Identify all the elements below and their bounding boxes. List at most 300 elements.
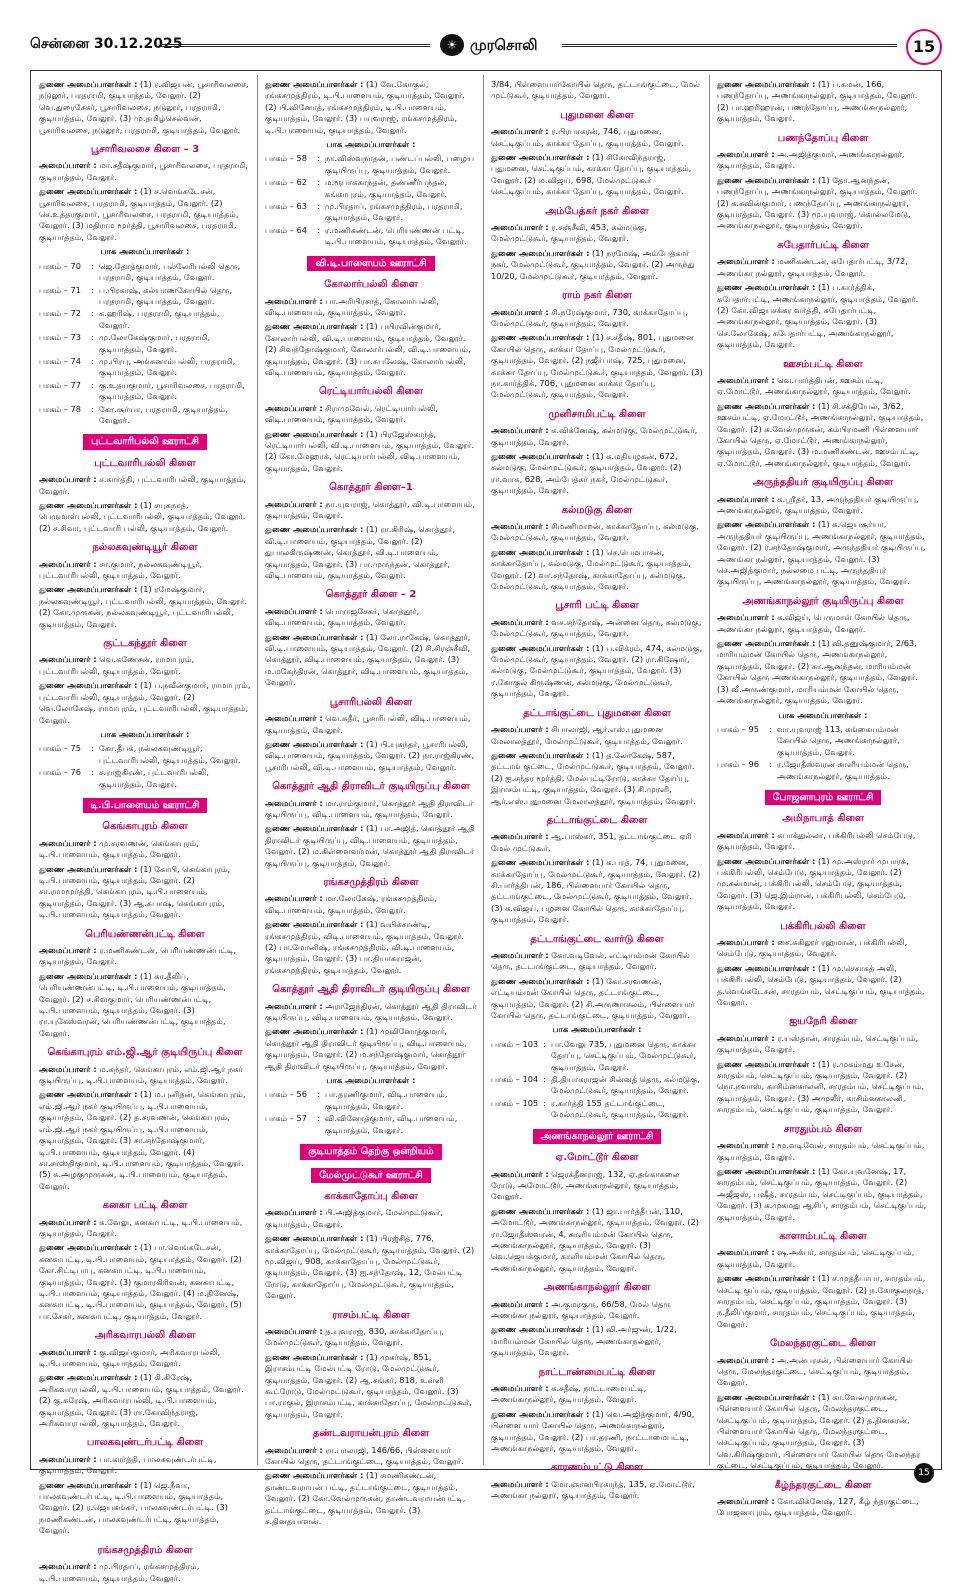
role-label: துணை அமைப்பாளர்கள் : bbox=[717, 282, 816, 293]
section-heading: ரெட்டியார்பல்லி கிளை bbox=[319, 386, 423, 398]
role-label: துணை அமைப்பாளர்கள் : bbox=[265, 79, 364, 89]
paragraph: துணை அமைப்பாளர்கள் : (1) ச.முத்தீபாபா, சாரதம்பம், செட்டி குப்பம், குடியாத்தம், வேலூர். (2) ந.கோகுலநாத், சாரதம்பம், செட்டிகுப்பம், குடியாத்தம், வேலூர். (3) ந.தீலிப்குமார், சாரதம்பம், செட்டிகுப்பம், குடியாத்தம், வேலூர். bbox=[717, 1273, 926, 1329]
role-label: அமைப்பாளர் : bbox=[491, 950, 549, 960]
paragraph: துணை அமைப்பாளர்கள் : (1) வி.அர்ஜுன், 1/22, மாரியம்மன் கோயில் தெரு, அணங்காநல்லூர், குடியாத்தம், வேலூர். bbox=[491, 1324, 677, 1358]
booth-row: பாகம் – 74 : மு.பிரபு, அங்கனாம்பல்லி, பரதராமி, குடியாத்தம், வேலூர். bbox=[39, 356, 251, 379]
role-label: அமைப்பாளர் : bbox=[39, 1216, 97, 1227]
role-label: துணை அமைப்பாளர்கள் : bbox=[265, 631, 364, 642]
section-heading: காக்காதோப்பு கிளை bbox=[324, 1190, 418, 1202]
paragraph: துணை அமைப்பாளர்கள் : (1) சயுகநாத், பெருமாள்பல்லி, புட்டவாரிபல்லி, குடியாத்தம், வேலூர். (2) ச.சிவா, புட்டவாரி பல்லி, குடியாத்தம், வேலூர். bbox=[39, 500, 246, 533]
paragraph: அமைப்பாளர் : வச.சந்தோஷ், அன்னை தெரு, கல்மடுகு, மேல்முட்டுகூர், குடியாத்தம், வேலூர். bbox=[491, 616, 702, 639]
booth-row: பாகம் – 76 : ச.ராஜ்கிரண், புட்டவாரிபல்லி, குடியாத்தம், வேலூர். bbox=[39, 767, 251, 790]
booth-number: பாகம் – 78 bbox=[39, 403, 81, 414]
booth-row: பாகம் – 57 : வி.வினோத்குமார், விடி.பாளையம், குடியாத்தம், வேலூர். bbox=[265, 1113, 477, 1136]
section-heading: பூசாரிபல்லி கிளை bbox=[329, 696, 413, 708]
role-label: அமைப்பாளர் : bbox=[265, 713, 323, 724]
role-label: அமைப்பாளர் : bbox=[39, 1453, 97, 1464]
paragraph: துணை அமைப்பாளர்கள் : (1) க.ஜெயசூர்யா, அருந்ததியர் குடியிருப்பு, அணங்காநல்லூர், குடியாத்தம், வேலூர். (2) ர.சந்தோஷ்குமார், அருந்ததியர் குடியிருப்பு, அணங்கா நல்லூர், குடியாத்தம், வேலூர். (3) செ.அஜித்குமார், நல்லமை பட்டி, அருந்ததியர் குடியிருப்பு, அணங்காநல்லூர், குடியாத்தம், வேலூர். bbox=[717, 519, 926, 587]
role-label: துணை அமைப்பாளர்கள் : bbox=[491, 247, 590, 258]
booth-text: வா.யுவராஜ் 113, கங்கையம்மன் கோயில் தெரு, அணங்காநல்லூர், குடியாத்தம், வேலூர். bbox=[777, 723, 900, 757]
paragraph: துணை அமைப்பாளர்கள் : (1) ர.விஜயன், பூசாரிவலசை, நடுலூர், பரதராமி, குடியாத்தம், வேலூர். (2) வெ.துரைசேகர், பூசாரிவலசை, நடுலூர், பரதராமி, குடியாத்தம், வேலூர். (3) மு.தமிழ்செல்வன், பூசாரிவலசை, நடுலூர், பரதராமி, குடியாத்தம், வேலூர். bbox=[39, 79, 249, 135]
role-label: துணை அமைப்பாளர்கள் : bbox=[39, 970, 138, 981]
role-label: துணை அமைப்பாளர்கள் : bbox=[491, 1408, 590, 1419]
role-label: துணை அமைப்பாளர்கள் : bbox=[717, 79, 816, 89]
paragraph: துணை அமைப்பாளர்கள் : (1) ச.சதீஷ், 801, புதுமனை கோயில் தெரு, காக்கா தோப்பு, மேல்முட்டுகூர், குடியாத்தம், வேலூர். (2) நஜீர்பாஷ், 725, புதுமனை, காக்கா தோப்பு, மேல்முட்டுகூர், குடியாத்தம், வேலூர். (3) நா.கார்த்திக், 706, புதுமனை காக்கா தோப்பு, மேல்முட்டுகூர், குடியாத்தம், வேலூர். bbox=[491, 332, 703, 400]
role-label: அமைப்பாளர் : bbox=[39, 945, 97, 955]
paragraph: அமைப்பாளர் : மா.ராம்குமார், கொத்தூர் ஆதி திராவிடர் குடியிருப்பு, விடி.பாளையம், குடியாத்தம், வேலூர். bbox=[265, 797, 474, 819]
paragraph: துணை அமைப்பாளர்கள் : (1) ரா.கிரிஷ், கொத்தூர், வி.டி.பாளையம், குடியாத்தம், வேலூர். (2) துபாலகிருஷ்ணன், கொத்தூர், வி.டி.பாளையம், குடியாத்தம், வேலூர். (3) பா.முருந்தன், கொத்தூர், விடி.பாளையம், குடியாத்தம், வேலூர். bbox=[265, 524, 456, 581]
section-heading: கெங்காபுரம் எம்.ஜி.ஆர் குடியிருப்பு கிளை bbox=[47, 1047, 243, 1059]
paragraph: துணை அமைப்பாளர்கள் : (1) கா.தீலிப், பெரியண்ணன்பட்டி, டி.பி.பாளையம், குடியாத்தம், வேலூர். (2) ச.சிவகுமார், பெரியண்ணன்பட்டி, டி.பி.பாளையம், குடியாத்தம், வேலூர். (3) ரா.யுகேஸ்வரன், பெரியண்ணன்பட்டி, குடியாத்தம், வேலூர். bbox=[39, 970, 226, 1038]
role-label: அமைப்பாளர் : bbox=[717, 1140, 775, 1151]
role-label: அமைப்பாளர் : bbox=[265, 295, 323, 306]
paragraph: துணை அமைப்பாளர்கள் : (1) வி.தனுஷ்குமார், 2/63, மாரியம்மன் கோயில் தெரு, அணங்காநல்லூர், குடியாத்தம், வேலூர். (2) கா.ஆனந்தன், மாரியம்மன் கோயில் தெரு அணங்காநல்லூர், குடியாத்தம், வேலூர். (3) வீ.அருண்குமார், மாரியம்மன் கோயில் தெரு, அணங்காநல்லூர், குடியாத்தம், வேலூர். bbox=[717, 638, 918, 706]
section-heading: மேலந்தரகுட்டை கிளை bbox=[770, 1338, 876, 1350]
paragraph: துணை அமைப்பாளர்கள் : (1) கி.கிரேஷ், அரிகவாரபல்லி, டி.பி.பாளையம், குடியாத்தம், வேலூர். (2) கு.சுரேஷ், அரிகவாரபல்லி, டி.பி.பாளையம், குடியாத்தம், வேலூர். (3) ரா.கோவிந்தராஜ், அரிகவாரபல்லி, குடியாத்தம், வேலூர். bbox=[39, 1372, 244, 1429]
paragraph: துணை அமைப்பாளர்கள் : (1) ஜெ.நீவா, பாலகவுண்டர்பட்டி, டி.பி.பாளையம், குடியாத்தம், வேலூர். (2) ர.ஜெயகங்கர், பாலகவுண்டர்பட்டி. (3) நமணிகண்டன், பாலகவுண்டர்பட்டி, குடியாத்தம், வேலூர். bbox=[39, 1479, 228, 1536]
role-label: துணை அமைப்பாளர்கள் : bbox=[491, 1324, 590, 1335]
role-label: அமைப்பாளர் : bbox=[265, 1207, 323, 1218]
section-heading: தட்டாங்குட்டை வார்டு கிளை bbox=[530, 933, 664, 945]
panchayat-banner: டி.பி.பாளையம் ஊராட்சி bbox=[83, 798, 208, 813]
role-label: அமைப்பாளர் : bbox=[717, 1032, 775, 1043]
role-label: அமைப்பாளர் : bbox=[491, 126, 549, 137]
booth-number: பாகம் – 103 bbox=[491, 1038, 539, 1049]
paragraph: அமைப்பாளர் : சா.குமார், நல்லகவுண்டியூர், புட்டவாரிபல்லி, குடியாத்தம், வேலூர். bbox=[39, 558, 203, 581]
role-label: துணை அமைப்பாளர்கள் : bbox=[39, 680, 138, 691]
role-label: துணை அமைப்பாளர்கள் : bbox=[491, 152, 590, 163]
paragraph: துணை அமைப்பாளர்கள் : (1) முகர்ஷ், 851, இராசம்பட்டி மேல்பட்டி ரோடு, மேல்முட்டுகூர், குடியாத்தம், வேலூர். (2) ஆ.சங்கர், 818, உள்ளி கூட்ரோடு, மேல்முட்டுகூர், குடியாத்தம், வேலூர். (3) பா.ராகுல், இராசம்பட்டி, காக்காதோப்பு, மேல்முட்டுகூர், குடியாத்தம், வேலூர். bbox=[265, 1351, 472, 1419]
paragraph: அமைப்பாளர் : க.சதீஷ், நாட்டாமைபட்டி, அணங்காநல்லூர், குடியாத்தம், வேலூர். bbox=[491, 1383, 647, 1405]
paragraph: துணை அமைப்பாளர்கள் : (1) க.மதியழகன், 672, கல்மடுகு, மேல்முட்டுகூர், குடியாத்தம், வேலூர். (2) ரா.வாசு, 628, அம்பேத்கர் நகர், மேல்முட்டுகூர், குடியாத்தம், வேலூர். bbox=[491, 450, 682, 496]
article-frame bbox=[30, 70, 942, 1583]
booth-list-title: பாக அமைப்பாளர்கள் : bbox=[326, 1075, 416, 1086]
paragraph: அமைப்பாளர் : வெ.சுதீர், பூசாரிபல்லி, விடி.பாளையம், குடியாத்தம், வேலூர். bbox=[265, 713, 471, 735]
paragraph: அமைப்பாளர் : சிமணிமாறன், காக்காதோப்பு, கல்மடுகு, மேல்முட்டுகூர், குடியாத்தம், வேலூர். bbox=[491, 521, 699, 543]
paragraph: அமைப்பாளர் : ஆ.பாஸ்கர், 351, தட்டாங்குட்டை ஏரி மேல் முட்டுகூர். bbox=[491, 831, 692, 853]
booth-row: பாகம் – 73 : மு.லோகேஷ்குமார், பரதராமி, குடியாத்தம், வேலூர். bbox=[39, 332, 251, 355]
booth-number: பாகம் – 64 bbox=[265, 224, 307, 235]
booth-row: பாகம் – 78 : கோ.சூர்யா, பரதராமி, குடியாத்தம், வேலூர். bbox=[39, 404, 251, 427]
role-label: அமைப்பாளர் : bbox=[717, 612, 775, 623]
role-label: அமைப்பாளர் : bbox=[265, 605, 323, 616]
role-label: துணை அமைப்பாளர்கள் : bbox=[491, 1205, 590, 1216]
role-label: துணை அமைப்பாளர்கள் : bbox=[39, 863, 138, 874]
column-1 bbox=[39, 79, 251, 1587]
paragraph: துணை அமைப்பாளர்கள் : (1) க.பரத், 74, புதுமனை, காக்காதோப்பு, மேல்முட்டுகூர், குடியாத்தம், வேலூர். (2) சி.பார்த்திபன், 186, பிள்ளையார் கோயில் தெரு, தட்டாங்குட்டை, மேல்முட்டுகூர், குடியாத்தம், வேலூர். (3) க.விஜய், பழனை கோயில் தெரு, காக்காதோப்பு, குடியாத்தம், வேலூர். bbox=[491, 857, 701, 925]
panchayat-banner: அணங்காநல்லூர் ஊராட்சி bbox=[533, 1129, 662, 1144]
booth-text: தி.தியாகராஜன் சின்னத் தெரு, கல்மடுகு, மேல்முட்டுகூர், குடியாத்தம், வேலூர். bbox=[551, 1074, 700, 1096]
paragraph: 3/84, பிள்ளையார்கோயில் தெரு, தட்டாங்குட்டை, மேல் முட்டுகூர், குடியாத்தம், வேலூர். bbox=[491, 79, 701, 101]
paragraph: துணை அமைப்பாளர்கள் : (1) ப.கமன், 166, பணந்தோப்பு, அணங்காநல்லூர், குடியாத்தம், வேலூர். (2) பா.ஹரிஹரன், பணந்தோப்பு, அணங்காநல்லூர், குடியாத்தம், வேலூர். bbox=[717, 79, 918, 124]
booth-row: பாகம் – 77 : கு.உதயகுமார், பூசாரிவலசை, பரதராமி, குடியாத்தம், வேலூர். bbox=[39, 380, 251, 403]
paragraph: துணை அமைப்பாளர்கள் : (1) பி.யுகந்தர், பூசாரிபல்லி, விடி.பாளையம், குடியாத்தம், வேலூர். (2) நா.ராஜ்கிரண், பூசாரிபல்லி, வி.டி.பாளையம், குடியாத்தம், வேலூர். bbox=[265, 738, 475, 772]
footer-page-number: 15 bbox=[914, 1463, 934, 1483]
section-heading: சாரதும்பம் கிளை bbox=[783, 1123, 863, 1135]
paragraph: துணை அமைப்பாளர்கள் : (1) ச.வெங்கடேசன், பூசாரிவலசை, பரதராமி, குடியாத்தம், வேலூர். (2) செ.உத்தரகுமார், பூசாரிவலசை, பரதராமி, குடியாத்தம், வேலூர். (3) மதிராம மூர்த்தி, பூசாரிவலசை, பரதராமி, குடியாத்தம், வேலூர். bbox=[39, 186, 239, 242]
section-heading: கொத்தூர் கிளை–1 bbox=[329, 482, 413, 494]
section-heading: முனிசாமிபட்டி கிளை bbox=[548, 408, 646, 420]
section-heading: ஏ.மோட்டூர் கிளை bbox=[555, 1152, 639, 1164]
booth-number: பாகம் – 71 bbox=[39, 284, 81, 295]
role-label: துணை அமைப்பாளர்கள் : bbox=[491, 749, 590, 760]
section-heading: ஐயநேரி கிளை bbox=[789, 1016, 857, 1028]
booth-list-title: பாக அமைப்பாளர்கள் : bbox=[100, 246, 190, 257]
role-label: துணை அமைப்பாளர்கள் : bbox=[265, 1026, 364, 1037]
booth-row: பாகம் – 72 : க.ஹரிஷ், பரதராமி, குடியாத்தம், வேலூர். bbox=[39, 308, 251, 331]
role-label: துணை அமைப்பாளர்கள் : bbox=[265, 738, 364, 749]
role-label: அமைப்பாளர் : bbox=[491, 1168, 549, 1179]
paragraph: அமைப்பாளர் : க.ஸ்ரீதர், 13, அருந்ததியர் குடியிருப்பு, அணங்காநல்லூர், குடியாத்தம், வேலூர். bbox=[717, 493, 919, 515]
booth-text: ப.பிரகாஷ், கல்யாணகோயில் தெரு, பரதராமி, குடியாத்தம், வேலூர். bbox=[99, 284, 233, 306]
paragraph: அமைப்பாளர் : ரா.பாலாஜி, 146/66, பிள்ளையார் கோயில் தெரு, தட்டாங்குட்டை, குடியாத்தம், வேலூர். bbox=[265, 1444, 464, 1467]
role-label: துணை அமைப்பாளர்கள் : bbox=[39, 1089, 138, 1100]
column-2 bbox=[265, 79, 477, 1530]
paragraph: துணை அமைப்பாளர்கள் : (1) முவினோத்குமார், கொத்தூர் ஆதி திராவிடர் குடியிருப்பு, விடி.பாளையம், குடியாத்தம், வேலூர். (2) ம.சந்தோஷ்குமார், கொத்தூர் ஆதி திராவிடர் குடியிருப்பு, குடியாத்தம், வேலூர். bbox=[265, 1026, 467, 1071]
section-heading: தண்டவராயன்புரம் கிளை bbox=[312, 1428, 430, 1440]
paragraph: அமைப்பாளர் : அராஜேந்திரன், கொத்தூர் ஆதி திராவிடர் குடியிருப்பு, விடி.பாளையம், குடியாத்தம், வேலூர். bbox=[265, 1000, 477, 1023]
paragraph: அமைப்பாளர் : ர.சஞ்சீவி, 453, கல்மடுகு, மேல்முட்டுகூர், குடியாத்தம், வேலூர். bbox=[491, 222, 648, 244]
paragraph: துணை அமைப்பாளர்கள் : (1) வே.கோகுல், ரங்கசமுத்திரம், டி.பி.பாளையம், குடியாத்தம், வேலூர். (2) பி.வினோத், ரங்கசமுத்திரம், டி.பி.பாளையம், குடியாத்தம், வேலூர். (3) பயுவராஜ், ரங்கசமுத்திரம், டி.பி.பாளையம், குடியாத்தம், வேலூர். bbox=[265, 79, 465, 135]
paragraph: துணை அமைப்பாளர்கள் : (1) ப.விக்ரம், 474, கல்மடுகு, மேல்முட்டுகூர், குடியாத்தம், வேலூர். (2) ரா.கிஷோர், கல்மடுகு, மேல்முட்டுகூர், குடியாத்தம், வேலூர். (3) ர.கோகுல் கிருஷ்ணன், கல்மடுகு, மேல்முட்டுகூர், குடியாத்தம், வேலூர். bbox=[491, 642, 703, 699]
role-label: அமைப்பாளர் : bbox=[717, 256, 775, 267]
section-heading: குட்டகந்தூர் கிளை bbox=[103, 638, 187, 650]
role-label: துணை அமைப்பாளர்கள் : bbox=[39, 1479, 138, 1490]
booth-text: ச.ராஜ்கிரண், புட்டவாரிபல்லி, குடியாத்தம், வேலூர். bbox=[99, 767, 209, 789]
paragraph: அமைப்பாளர் : சை.சுகிலூர் ரஹ்மான், பக்கிரிபல்லி, செம்பேடு, குடியாத்தம், வேலூர். bbox=[717, 937, 908, 959]
paragraph: அமைப்பாளர் : பொராஜசேகர், கொத்தூர், விடி.பாளையம், குடியாத்தம், வேலூர். bbox=[265, 605, 420, 628]
booth-number: பாகம் – 56 bbox=[265, 1089, 307, 1100]
role-label: அமைப்பாளர் : bbox=[39, 558, 97, 569]
section-heading: கொத்தூர் கிளை – 2 bbox=[325, 589, 417, 601]
role-label: துணை அமைப்பாளர்கள் : bbox=[265, 524, 364, 535]
paragraph: அமைப்பாளர் : மோ.ஞானபிரகாந்த், 135, ஏ.மோட்டூர், அணங்கா நல்லூர், குடியாத்தம், வேலூர். bbox=[491, 1478, 695, 1501]
booth-row: பாகம் – 62 : ம.ரூபாசுகாந்தன், தண்ணீர்பந்தல், கங்காபுரம், குடியாத்தம், வேலூர். bbox=[265, 177, 477, 200]
panchayat-banner: மேல்முட்டுகூர் ஊராட்சி bbox=[311, 1168, 431, 1183]
paragraph: அமைப்பாளர் : ஷ.அக்பர், சாரதம்பம், செட்டிகுப்பம், குடியாத்தம், வேலூர். bbox=[717, 1247, 915, 1269]
booth-row: பாகம் – 103 : பா.வேலு 735, புதுமனை தெரு, காக்கா தோப்பு, செட்டிகுப்பம், மேல்முட்டுகூர், குடியாத்தம், வேலூர். bbox=[491, 1039, 703, 1073]
role-label: அமைப்பாளர் : bbox=[39, 837, 97, 848]
paragraph: துணை அமைப்பாளர்கள் : (1) ம.புனிதன், கெங்காபுரம், எம்.ஜி.ஆர் நகர் குடியிருப்பு, டி.பி.பாளையம், குடியாத்தம், வேலூர். (2) த.சரவணன், கெங்காபுரம், எம்.ஜி.ஆர் நகர் குடியிருப்பு, டி.பி.பாளையம், குடியாத்தம், வேலூர். (3) சா.சந்தோஷ்குமார், டி.பி.பாளையம், குடியாத்தம், வேலூர். (4) சா.சாஸ்திகுமார், டி.பி.பாளையம், குடியாத்தம், வேலூர். (5) சு.அழகுமுருகன், டி.பி.பாளையம், குடியாத்தம், வேலூர். bbox=[39, 1089, 246, 1191]
role-label: அமைப்பாளர் : bbox=[491, 521, 549, 531]
paragraph: துணை அமைப்பாளர்கள் : (1) கோபி, கெங்காபுரம், டி.பி.பாளையம், குடியாத்தம், வேலூர். (2) சா.ராமமூர்த்தி, கெங்காபுரம், டி.பி.பாளையம், குடியாத்தம், வேலூர். (3) ஆ.சுபாஷ், கெங்காபுரம், டி.பி.பாளையம், குடியாத்தம், வேலூர். bbox=[39, 863, 231, 920]
paragraph: துணை அமைப்பாளர்கள் : (1) சமணிகண்டன், தாண்டவராயன் பட்டி, தட்டாங்குட்டை, குடியாத்தம், வேலூர். (2) கோ.வேல்முருகன், தாண்டவராயன்பட்டி, தட்டாங்குட்டை, குடியாத்தம், வேலூர். (3) ச.தினதயாளன். bbox=[265, 1470, 466, 1527]
booth-row: பாகம் – 95 : வா.யுவராஜ் 113, கங்கையம்மன் கோயில் தெரு, அணங்காநல்லூர், குடியாத்தம், வேலூர். bbox=[717, 724, 929, 758]
role-label: துணை அமைப்பாளர்கள் : bbox=[39, 1372, 138, 1383]
role-label: அமைப்பாளர் : bbox=[265, 498, 323, 509]
section-heading: அருந்ததியர் குடியிருப்பு கிளை bbox=[752, 477, 894, 489]
paragraph: அமைப்பாளர் : சிராமுவேல், ரெட்டியார்பல்லி, விடி.பாளையம், குடியாத்தம், வேலூர். bbox=[265, 402, 439, 425]
role-label: துணை அமைப்பாளர்கள் : bbox=[717, 519, 816, 530]
role-label: துணை அமைப்பாளர்கள் : bbox=[265, 823, 364, 834]
role-label: அமைப்பாளர் : bbox=[491, 425, 549, 436]
booth-number: பாகம் – 77 bbox=[39, 379, 81, 390]
paragraph: அமைப்பாளர் : ர.யஸ்தான், சாரதம்பம், செட்டிகுப்பம், குடியாத்தம், வேலூர். bbox=[717, 1032, 919, 1055]
booth-number: பாகம் – 95 bbox=[717, 723, 759, 734]
paragraph: துணை அமைப்பாளர்கள் : (1) சி.சக்தியேல், 3/62, ஊசம்பட்டி, ஏ.மோட்டூர், அணங்காநல்லூர், குடியாத்தம், வேலூர். (2) க.வேல்முருகன், கம்பிரமணி பிள்ளையார் கோயில் தெரு, ஏ.மோட்டூர், அணங்காநல்லூர், குடியாத்தம், வேலூர். (3) ம.மணிகண்டன், ஊசம்பட்டி, ஏ.மோட்டூர், அணங்காநல்லூர், குடியாத்தம், வேலூர். bbox=[717, 400, 924, 468]
section-heading: கொத்தூர் ஆதி திராவிடர் குடியிருப்பு கிளை bbox=[272, 781, 470, 793]
role-label: துணை அமைப்பாளர்கள் : bbox=[265, 1233, 364, 1244]
role-label: அமைப்பாளர் : bbox=[491, 1298, 549, 1309]
section-heading: ஊசம்பட்டி கிளை bbox=[783, 358, 863, 370]
section-heading: ரங்கசமுத்திரம் கிளை bbox=[323, 876, 419, 888]
booth-number: பாகம் – 62 bbox=[265, 177, 307, 188]
section-heading: நாட்டாண்மைபட்டி கிளை bbox=[538, 1366, 656, 1378]
role-label: துணை அமைப்பாளர்கள் : bbox=[717, 962, 816, 973]
role-label: துணை அமைப்பாளர்கள் : bbox=[491, 450, 590, 461]
booth-row: பாகம் – 70 : ஜெ.தோத்குமார், பல்லேரிபல்லி தெரு, பரதராமி, குடியாத்தம், வேலூர். bbox=[39, 261, 251, 284]
role-label: அமைப்பாளர் : bbox=[491, 222, 549, 233]
section-heading: தட்டாங்குட்டை கிளை bbox=[546, 814, 648, 826]
section-heading: கொத்தூர் ஆதி திராவிடர் குடியிருப்பு கிளை bbox=[272, 984, 470, 996]
column-divider bbox=[257, 75, 258, 1465]
paragraph: துணை அமைப்பாளர்கள் : (1) ரமேஷ்குமார், நல்லகவுண்டியூர், புட்டவாரிபல்லி, குடியாத்தம், வேலூர். (2) கோ.முருகன், நல்லகவுண்டியூர், புட்டவாரிபல்லி, குடியாத்தம், வேலூர். bbox=[39, 584, 248, 629]
paragraph: துணை அமைப்பாளர்கள் : (1) ப.கார்த்திக், சுபேதார்பட்டி, அணங்காநல்லூர், குடியாத்தம், வேலூர். (2) கோ.விஜயசக்கர வர்த்தி, சுபேதார்பட்டி, அணங்காநல்லூர், குடியாத்தம், வேலூர். (3) செ.லோகேஷ், சுபேதார்பட்டி, அணங்காநல்லூர், குடியாத்தம், வேலூர். bbox=[717, 282, 919, 350]
paragraph: துணை அமைப்பாளர்கள் : (1) ர.முகம்மது உசேன், சாரதம்பம், செட்டிகுப்பம், குடியாத்தம், வேலூர். (2) நொ.நவாஸ், காசிம்னகாலனி, சாரதம்பம், செட்டிகுப்பம், குடியாத்தம், வேலூர். (3) அமுலீர், காசிம்னகாலனி, சாரதம்பம், செட்டிகுப்பம், குடியாத்தம், வேலூர். bbox=[717, 1058, 925, 1115]
role-label: துணை அமைப்பாளர்கள் : bbox=[39, 1242, 138, 1253]
role-label: அமைப்பாளர் : bbox=[717, 1247, 775, 1258]
column-divider bbox=[709, 75, 710, 1465]
role-label: அமைப்பாளர் : bbox=[491, 1383, 549, 1393]
paragraph: அமைப்பாளர் : கோ.விக்னேஷ், 127, கீழ் ந்தரகுட்டை, போஜனாபுரம், குடியாத்தம், வேலூர். bbox=[717, 1496, 919, 1518]
booth-text: கோ.தீபக், நல்லகவுண்டியூர், புட்டவாரிபல்லி, குடியாத்தம், வேலூர். bbox=[99, 743, 241, 765]
role-label: அமைப்பாளர் : bbox=[491, 1478, 549, 1489]
paragraph: அமைப்பாளர் : மா.சதீஷ்குமார், பூசாரிவலசை, பரதராமி, குடியாத்தம், வேலூர். bbox=[39, 160, 248, 182]
booth-text: வி.வினோத்குமார், விடி.பாளையம், குடியாத்தம், வேலூர். bbox=[325, 1113, 458, 1135]
paragraph: துணை அமைப்பாளர்கள் : (1) வெ.அஜித்குமார், 4/90, பிள்ளை யார் கோயில் தெரு, அணங்காநல்லூர், குடியாத்தம், வேலூர். (2) பா.தரணி, நாட்டாமைபட்டி, அணங்காநல்லூர், குடியாத்தம், வேலூர். bbox=[491, 1408, 695, 1454]
section-heading: ராசம்பட்டி கிளை bbox=[332, 1309, 410, 1321]
role-label: அமைப்பாளர் : bbox=[717, 1354, 775, 1365]
role-label: அமைப்பாளர் : bbox=[717, 374, 775, 385]
booth-text: கோ.சூர்யா, பரதராமி, குடியாத்தம், வேலூர். bbox=[99, 403, 228, 425]
booth-row: பாகம் – 105 : ர.கார்த்தி 155 தட்டாங்குட்டை, மேல்முட்டுகூர், குடியாத்தம், வேலூர். bbox=[491, 1098, 703, 1121]
paragraph: துணை அமைப்பாளர்கள் : (1) பிரஜேஸ்காந்த், ரெட்டியார்பல்லி, வி.டி.பாளையம், குடியாத்தம், வேலூர். (2) கோ.மேஹாக், ரெட்டியார்பல்லி, விடி.பாளையம், குடியாத்தம், வேலூர். bbox=[265, 428, 475, 473]
booth-text: பா.தரணிகுமார், விடி.பாளையம், குடியாத்தம், வேலூர். bbox=[325, 1089, 448, 1111]
booth-text: ர.மணிகண்டன், பெரியண்ணன் பட்டி, டி.பி.பாளையம், குடியாத்தம், வேலூர். bbox=[325, 224, 467, 247]
booth-row: பாகம் – 104 : தி.தியாகராஜன் சின்னத் தெரு, கல்மடுகு, மேல்முட்டுகூர், குடியாத்தம், வேலூர். bbox=[491, 1074, 703, 1097]
section-heading: காளாம்பட்டி கிளை bbox=[779, 1230, 867, 1242]
section-heading: அமிநாபாத் கிளை bbox=[782, 813, 864, 825]
section-heading: கோலார்பல்லி கிளை bbox=[324, 279, 418, 291]
paragraph: அமைப்பாளர் : மூ.வடிவேல், சாரதம்பம், செட்டிகுப்பம், குடியாத்தம், வேலூர். bbox=[717, 1140, 925, 1162]
column-3 bbox=[491, 79, 703, 1505]
role-label: துணை அமைப்பாளர்கள் : bbox=[717, 400, 816, 411]
rising-sun-icon: ☀ bbox=[440, 34, 464, 56]
role-label: துணை அமைப்பாளர்கள் : bbox=[265, 1351, 364, 1362]
booth-row: பாகம் – 56 : பா.தரணிகுமார், விடி.பாளையம், குடியாத்தம், வேலூர். bbox=[265, 1089, 477, 1112]
paragraph: துணை அமைப்பாளர்கள் : (1) ஜா.பார்த்தீபன், 110, அமோட்டூர், அணங்காநல்லூர், குடியாத்தம், வேலூர். (2) ரா.ஜோதீஸ்வரன், 4, காளியம்மன் கோயில் தெரு, அணங்காநல்லூர், குடியாத்தம், வேலூர். (3) வெ.ஜெயக்குமார், காளியம்மன் கோயில் தெரு, அணங்காநல்லூர், குடியாத்தம், வேலூர். bbox=[491, 1205, 700, 1273]
booth-text: ம.ரூபாசுகாந்தன், தண்ணீர்பந்தல், கங்காபுரம், குடியாத்தம், வேலூர். bbox=[325, 177, 448, 199]
section-heading: பூசாரி பட்டி கிளை bbox=[555, 600, 639, 612]
role-label: அமைப்பாளர் : bbox=[265, 1000, 323, 1011]
role-label: துணை அமைப்பாளர்கள் : bbox=[265, 919, 364, 930]
role-label: துணை அமைப்பாளர்கள் : bbox=[265, 428, 364, 439]
section-heading: அம்பேத்கர் நகர் கிளை bbox=[545, 205, 649, 217]
booth-number: பாகம் – 58 bbox=[265, 153, 307, 164]
page-header bbox=[0, 0, 972, 60]
paragraph: அமைப்பாளர் : ர.பிரபாகரன், 746, புதுமனை, செட்டிகுப்பம், காக்கா தோப்பு, குடியாத்தம், வேலூர். bbox=[491, 126, 684, 148]
paragraph: துணை அமைப்பாளர்கள் : (1) லோ.ராகேஷ், கொத்தூர், வி.டி.பாளையம், குடியாத்தம், வேலூர். (2) சி.சிரஞ்சீவி, கொத்தூர், விடி.பாளையம், குடியாத்தம், வேலூர். (3) ம.மகேந்திரன், கொத்தூர், விடி.பாளையம், குடியாத்தம், வேலூர். bbox=[265, 631, 471, 688]
section-heading: சுபேதார்பட்டி கிளை bbox=[777, 239, 869, 251]
paragraph: துணை அமைப்பாளர்கள் : (1) கா.வேல்முருகன், பிள்ளையார் கோயில் தெரு, மேலந்தரகுட்டை, செட்டிகுப்பம், குடியாத்தம், வேலூர். (2) த.தினகரன், பிள்ளையார் கோயில் தெரு, மேலந்தரகுட்டை, செட்டிகுப்பம், குடியாத்தம், வேலூர். (3) வெ.கிரிஷ்குமார், பிள்ளையார் கோயில் தெரு மேலந்தர குட்டை, செட்டிகுப்பம், குடியாத்தம், வேலூர். bbox=[717, 1391, 921, 1471]
section-heading: தட்டாங்குட்டை புதுமனை கிளை bbox=[523, 707, 671, 719]
booth-row: பாகம் – 63 : மு.பிரதாப், ரங்கசமுத்திரம், பரதராமி, குடியாத்தம், வேலூர். bbox=[265, 201, 477, 224]
paragraph: துணை அமைப்பாளர்கள் : (1) நரமேஷ், அம்பேத்கார் நகர், மேல்முட்டுகூர், குடியாத்தம், வேலூர். (2) அருந்து 10/20, மேல்முட்டுகூர், குடியாத்தம், வேலூர். bbox=[491, 247, 695, 281]
booth-text: மு.பிரபு, அங்கனாம்பல்லி, பரதராமி, குடியாத்தம், வேலூர். bbox=[99, 355, 236, 378]
paragraph: துணை அமைப்பாளர்கள் : (1) மு.அஸ்ரார் முபாரக், பக்கிரிபல்லி, செம்பேடு, குடியாத்தம், வேலூர். (2) மு.சுல்மான், பக்கிரிபல்லி, செம்பேடு, குடியாத்தம், வேலூர். (3) ஜெ.இம்ரான், பக்கிரிபல்லி, செம்பேடு, குடியாத்தம், வேலூர். bbox=[717, 855, 909, 912]
section-heading: அணங்காநல்லூர் குடியிருப்பு கிளை bbox=[742, 595, 904, 607]
paragraph: துணை அமைப்பாளர்கள் : (1) கோ.யுவனேஷ், 17, சாரதம்பம், செட்டிகுப்பம், குடியாத்தம், வேலூர். (2) அஜீஜஸ், பஷீத், சாரதம்பம், செட்டிகுப்பம், குடியாத்தம், வேலூர். (3) க.முகமது ஆசிப், சாரதம்பம், செட்டிகுப்பம், குடியாத்தம், வேலூர். bbox=[717, 1165, 927, 1222]
booth-text: ர.கார்த்தி 155 தட்டாங்குட்டை, மேல்முட்டுகூர், குடியாத்தம், வேலூர். bbox=[551, 1097, 689, 1120]
booth-text: ஜெ.தோத்குமார், பல்லேரிபல்லி தெரு, பரதராமி, குடியாத்தம், வேலூர். bbox=[99, 260, 241, 283]
role-label: அமைப்பாளர் : bbox=[265, 1325, 323, 1336]
role-label: அமைப்பாளர் : bbox=[491, 306, 549, 317]
booth-text: மு.பிரதாப், ரங்கசமுத்திரம், பரதராமி, குடியாத்தம், வேலூர். bbox=[325, 201, 463, 223]
role-label: அமைப்பாளர் : bbox=[717, 1496, 775, 1507]
role-label: அமைப்பாளர் : bbox=[265, 402, 323, 413]
section-heading: ராம் நகர் கிளை bbox=[561, 290, 633, 302]
panchayat-banner: புட்டவாரிபல்லி ஊராட்சி bbox=[83, 434, 207, 449]
section-heading: கல்மடுகு கிளை bbox=[561, 504, 633, 516]
role-label: அமைப்பாளர் : bbox=[491, 831, 549, 842]
role-label: துணை அமைப்பாளர்கள் : bbox=[717, 855, 816, 866]
union-banner: குடியாத்தம் தெற்கு ஒன்றியம் bbox=[300, 1144, 441, 1159]
section-heading: பக்கிரிபல்லி கிளை bbox=[780, 920, 866, 932]
booth-number: பாகம் – 105 bbox=[491, 1097, 539, 1108]
section-heading: அரிகவாரபல்லி கிளை bbox=[94, 1330, 196, 1342]
role-label: அமைப்பாளர் : bbox=[39, 1346, 97, 1357]
booth-row: பாகம் – 71 : ப.பிரகாஷ், கல்யாணகோயில் தெரு, பரதராமி, குடியாத்தம், வேலூர். bbox=[39, 285, 251, 308]
paragraph: அமைப்பாளர் : பா.அரிபிரசாத், கோலார்பல்லி, விடி.பாளையம், குடியாத்தம், வேலூர். bbox=[265, 295, 439, 317]
section-heading: புதுமனை கிளை bbox=[560, 109, 634, 121]
role-label: துணை அமைப்பாளர்கள் : bbox=[39, 186, 138, 197]
section-heading: கெங்காபுரம் கிளை bbox=[102, 821, 188, 833]
role-label: அமைப்பாளர் : bbox=[491, 724, 549, 735]
role-label: துணை அமைப்பாளர்கள் : bbox=[39, 79, 138, 89]
section-heading: பணந்தோப்பு கிளை bbox=[777, 132, 869, 144]
paragraph: துணை அமைப்பாளர்கள் : (1) த.லோகேஷ், 587, தட்டாங் குட்டை, மேல்முட்டுகூர், குடியாத்தம், வேலூர். (2) ஐ.சந்தர மூர்த்தி, மேல்பட்டிரோடு, காக்கா தோப்பு, இராசம்பட்டி, குடியாத்தம், வேலூர். (3) சி.முரளி, ஆர்.எஸ்.புதுமனை மேலாலத்தூர், குடியாத்தம், வேலூர். bbox=[491, 749, 696, 806]
booth-list-title: பாக அமைப்பாளர்கள் : bbox=[552, 1024, 642, 1035]
paragraph: துணை அமைப்பாளர்கள் : (1) பா.அஜித், கொத்தூர் ஆதி திராவிடர் குடியிருப்பு, விடி.பாளையம், குடியாத்தம், வேலூர். (2) ம.கிள்ளைவர்மன், கொத்தூர் ஆதி திராவிடர் குடியிருப்பு, குடியாத்தம், வேலூர். bbox=[265, 823, 475, 868]
role-label: அமைப்பாளர் : bbox=[39, 1561, 97, 1572]
paragraph: அமைப்பாளர் : க.விக்னேஷ், கல்மடுகு, மேல்முட்டுகூர், குடியாத்தம், வேலூர். bbox=[491, 425, 698, 447]
role-label: துணை அமைப்பாளர்கள் : bbox=[491, 642, 590, 653]
paragraph: அமைப்பாளர் : வெ.கணேசன், ராமாபுரம், புட்டவாரிபல்லி, குடியாத்தம், வேலூர். bbox=[39, 654, 195, 676]
paragraph: அமைப்பாளர் : ர.மணிகண்டன், பெரியண்ணன்பட்டி, குடியாத்தம், வேலூர். bbox=[39, 945, 237, 967]
role-label: அமைப்பாளர் : bbox=[265, 1444, 323, 1455]
booth-row: பாகம் – 58 : நா.விஸ்வநாதன், பண்டப்பல்லி, பழைய குடியிருப்பு, குடியாத்தம், வேலூர். bbox=[265, 153, 477, 176]
role-label: துணை அமைப்பாளர்கள் : bbox=[491, 546, 590, 557]
role-label: துணை அமைப்பாளர்கள் : bbox=[39, 500, 138, 510]
paragraph: அமைப்பாளர் : அ.குமரகுரு, 66/58, மேல் தெரு அணங்கா நல்லூர், குடியாத்தம், வேலூர். bbox=[491, 1298, 671, 1320]
paragraph: அமைப்பாளர் : கு.விஜய்குமார், அரிகவாரபல்லி, டி.பி.பாளையம், குடியாத்தம், வேலூர். bbox=[39, 1346, 221, 1368]
booth-number: பாகம் – 96 bbox=[717, 759, 759, 770]
paragraph: அமைப்பாளர் : நா.யுவராஜ், கொத்தூர், வி.டி.பாளையம், குடியாத்தம், வேலூர். bbox=[265, 498, 475, 520]
section-heading: அணங்காநல்லூர் கிளை bbox=[543, 1282, 651, 1294]
booth-text: பா.வேலு 735, புதுமனை தெரு, காக்கா தோப்பு, செட்டிகுப்பம், மேல்முட்டுகூர், குடியாத்தம், வேலூர். bbox=[551, 1038, 697, 1072]
booth-number: பாகம் – 72 bbox=[39, 308, 81, 319]
column-divider bbox=[483, 75, 484, 1465]
header-rule-right bbox=[562, 44, 897, 47]
paragraph: அமைப்பாளர் : மு.சரவணன், கெங்காபுரம், டி.பி.பாளையம், குடியாத்தம், வேலூர். bbox=[39, 837, 199, 860]
paragraph: துணை அமைப்பாளர்கள் : (1) செ.பெமபாசன், காக்காதோப்பு, கல்மடுகு, மேல்முட்டுகூர், குடியாத்தம், வேலூர். (2) வா.சந்தோஷ், காக்காதோப்பு, கல்மடுகு, மேல்முட்டுகூர், குடியாத்தம், வேலூர். bbox=[491, 546, 692, 592]
paragraph: அமைப்பாளர் : கோ.வடிவேல், எட்டியம்மன் கோயில் தெரு, தட்டாங்குட்டை, குடியாத்தம், வேலூர். bbox=[491, 950, 690, 972]
booth-number: பாகம் – 57 bbox=[265, 1113, 307, 1124]
panchayat-banner: போஜனாபுரம் ஊராட்சி bbox=[765, 790, 882, 805]
paragraph: அமைப்பாளர் : மு.பிரதாப், ரங்கசமுத்திரம், டி.பி.பாளையம், குடியாத்தம், வேலூர். bbox=[39, 1561, 200, 1583]
booth-number: பாகம் – 70 bbox=[39, 260, 81, 271]
booth-list-title: பாக அமைப்பாளர்கள் : bbox=[100, 728, 190, 739]
role-label: துணை அமைப்பாளர்கள் : bbox=[265, 1470, 364, 1481]
role-label: துணை அமைப்பாளர்கள் : bbox=[717, 638, 816, 649]
role-label: துணை அமைப்பாளர்கள் : bbox=[491, 332, 590, 343]
paragraph: துணை அமைப்பாளர்கள் : (1) கோ.சரவணன், எட்டியம்மன் கோயில் தெரு, தட்டாங்குட்டை, குடியாத்தம், வேலூர். (2) சி.அருணாசலம், பிள்ளையார் கோயில் தெரு, தட்டாங்குட்டை, குடியாத்தம், வேலூர். bbox=[491, 975, 695, 1021]
booth-row: பாகம் – 96 : ர.ஜோதீஸ்வரன் காளியம்மன் தெரு, அணங்காநல்லூர், குடியாத்தம். bbox=[717, 759, 929, 782]
role-label: அமைப்பாளர் : bbox=[265, 797, 323, 808]
booth-text: ர.ஜோதீஸ்வரன் காளியம்மன் தெரு, அணங்காநல்லூர், குடியாத்தம். bbox=[777, 759, 909, 781]
booth-row: பாகம் – 75 : கோ.தீபக், நல்லகவுண்டியூர், புட்டவாரிபல்லி, குடியாத்தம், வேலூர். bbox=[39, 743, 251, 766]
newspaper-name: முரசொலி bbox=[470, 36, 538, 54]
role-label: துணை அமைப்பாளர்கள் : bbox=[717, 1391, 816, 1402]
role-label: துணை அமைப்பாளர்கள் : bbox=[491, 857, 590, 868]
paragraph: அமைப்பாளர் : சிபாலாஜி, ஆர்.எஸ்.புதுமனை மேலாலத்தூர், மேல்முட்டுகூர், குடியாத்தம், வேலூர். bbox=[491, 724, 683, 746]
panchayat-banner: வி.டி.பாளையம் ஊராட்சி bbox=[307, 256, 434, 271]
paragraph: அமைப்பாளர் : மணிகண்டன், சுபேதார்பட்டி, 3/72, அணங்கா நல்லூர், குடியாத்தம், வேலூர். bbox=[717, 256, 908, 278]
role-label: அமைப்பாளர் : bbox=[39, 1063, 97, 1074]
role-label: அமைப்பாளர் : bbox=[717, 829, 775, 840]
paragraph: அமைப்பாளர் : மா.லோகேஷ், ரங்கசமுத்திரம், விடி.பாளையம், குடியாத்தம், வேலூர். bbox=[265, 893, 437, 915]
paragraph: அமைப்பாளர் : சுபாக்துல்லா, பக்கிரிபல்லி செம்பேடு, குடியாத்தம், வேலூர். bbox=[717, 829, 916, 852]
role-label: துணை அமைப்பாளர்கள் : bbox=[265, 321, 364, 332]
booth-number: பாகம் – 73 bbox=[39, 332, 81, 343]
role-label: அமைப்பாளர் : bbox=[491, 616, 549, 627]
role-label: அமைப்பாளர் : bbox=[265, 893, 323, 904]
role-label: அமைப்பாளர் : bbox=[39, 474, 97, 485]
paragraph: அமைப்பாளர் : ம.சுந்தர், கெங்காபுரம், எம்.ஜி.ஆர் நகர் குடியிருப்பு, டி.பி.பாளையம், குடியாத்தம், வேலூர். bbox=[39, 1063, 243, 1086]
page-number-badge: 15 bbox=[906, 29, 942, 65]
role-label: துணை அமைப்பாளர்கள் : bbox=[717, 1273, 816, 1284]
section-heading: ரங்கசமுத்திரம் கிளை bbox=[97, 1544, 193, 1556]
section-heading: கனகா பட்டி கிளை bbox=[102, 1200, 188, 1212]
section-heading: பூசாரிவலசை கிளை – 3 bbox=[90, 144, 200, 156]
booth-number: பாகம் – 74 bbox=[39, 355, 81, 366]
paragraph: துணை அமைப்பாளர்கள் : (1) வயிக்சாண்டி, ரங்கசமுத்திரம், விடி.பாளையம், குடியாத்தம், வேலூர். (2) பா.மோனிஷ், ரங்கசமுத்திரம், வி.டி.பாளையம், குடியாத்தம், வேலூர். (3) பா.தியாகராஜன், ரங்கசமுத்திரம், குடியாத்தம், வேலூர். bbox=[265, 919, 465, 975]
booth-list-title: பாக அமைப்பாளர்கள் : bbox=[326, 139, 416, 150]
booth-text: நா.விஸ்வநாதன், பண்டப்பல்லி, பழைய குடியிருப்பு, குடியாத்தம், வேலூர். bbox=[325, 153, 475, 175]
paragraph: அமைப்பாளர் : அ.அன்பரசன், பிள்ளையார் கோயில் தெரு, மேலந்தரகுட்டை, செட்டிகுப்பம், குடியாத்தம், வேலூர். bbox=[717, 1354, 913, 1388]
paragraph: துணை அமைப்பாளர்கள் : (1) பிரஜ்சித், 776, காக்காதோப்பு, மேல்முட்டுகூர், குடியாத்தம், வேலூர். (2) மூ.விஜய், 908, காக்காதோப்பு, மேல்முட்டுகூர், குடியாத்தம், வேலூர். (3) ஐ.சந்தோஷ், 12, மேல்பட்டி ரோடு, காக்காதோப்பு, மேல்முட்டுகூர், குடியாத்தம், வேலூர். bbox=[265, 1233, 475, 1301]
paragraph: அமைப்பாளர் : க.வேலு, கனகாபட்டி, டி.பி.பாளையம், குடியாத்தம், வேலூர். bbox=[39, 1216, 243, 1238]
header-rule-left bbox=[160, 44, 430, 47]
paragraph: துணை அமைப்பாளர்கள் : (1) சிகோவிந்தராஜ், புதுமனை, செட்டிகுப்பம், காக்கா தோப்பு, குடியாத்தம், வேலூர். (2) ம.விஜய், 698, மேல்முட்டுகூர் செட்டிகுப்பம், காக்கா தோப்பு, குடியாத்தம், வேலூர். bbox=[491, 152, 692, 197]
paragraph: துணை அமைப்பாளர்கள் : (1) மு.செசாகத் அலி, பக்கிரிபல்லி, செம்பேடு, குடியாத்தம், வேலூர். (2) த.வெங்கடேசன், சாரதம்பம், செட்டிகுப்பம், குடியாத்தம், வேலூர். bbox=[717, 962, 925, 1008]
paragraph: அமைப்பாளர் : ச.கார்த்தி, புட்டவாரிபல்லி, குடியாத்தம், வேலூர். bbox=[39, 474, 246, 496]
role-label: துணை அமைப்பாளர்கள் : bbox=[717, 1165, 816, 1176]
role-label: அமைப்பாளர் : bbox=[717, 493, 775, 504]
booth-number: பாகம் – 75 bbox=[39, 743, 81, 754]
paragraph: அமைப்பாளர் : சி.நரேஷ்குமார், 730, காக்காதோப்பு, மேல்முட்டுகூர், குடியாத்தம், வேலூர். bbox=[491, 306, 688, 328]
column-4 bbox=[717, 79, 929, 1522]
role-label: துணை அமைப்பாளர்கள் : bbox=[491, 975, 590, 986]
section-heading: நல்லகவுண்டியூர் கிளை bbox=[92, 542, 198, 554]
paragraph: துணை அமைப்பாளர்கள் : (1) தோ.ஆனந்தன், பணந்தோப்பு, அணங்காநல்லூர், குடியாத்தம், வேலூர். (2) க.கவின்குமார், பணந்தோப்பு, அணங்காநல்லூர், குடியாத்தம், வேலூர். (3) மூ.யுவராஜ், கொல்லமேடு, அணங்காநல்லூர், குடியாத்தம், வேலூர். bbox=[717, 174, 918, 231]
paragraph: அமைப்பாளர் : க.விஜய், பெருமாள் கோயில் தெரு, அணங்கா நல்லூர், குடியாத்தம், வேலூர். bbox=[717, 612, 910, 634]
section-heading: காரணம்பட்டு கிளை bbox=[550, 1462, 644, 1474]
booth-text: கு.உதயகுமார், பூசாரிவலசை, பரதராமி, குடியாத்தம், வேலூர். bbox=[99, 379, 245, 402]
role-label: அமைப்பாளர் : bbox=[717, 937, 775, 947]
section-heading: பாலகவுண்டர்பட்டி கிளை bbox=[86, 1437, 204, 1449]
role-label: அமைப்பாளர் : bbox=[717, 149, 775, 160]
